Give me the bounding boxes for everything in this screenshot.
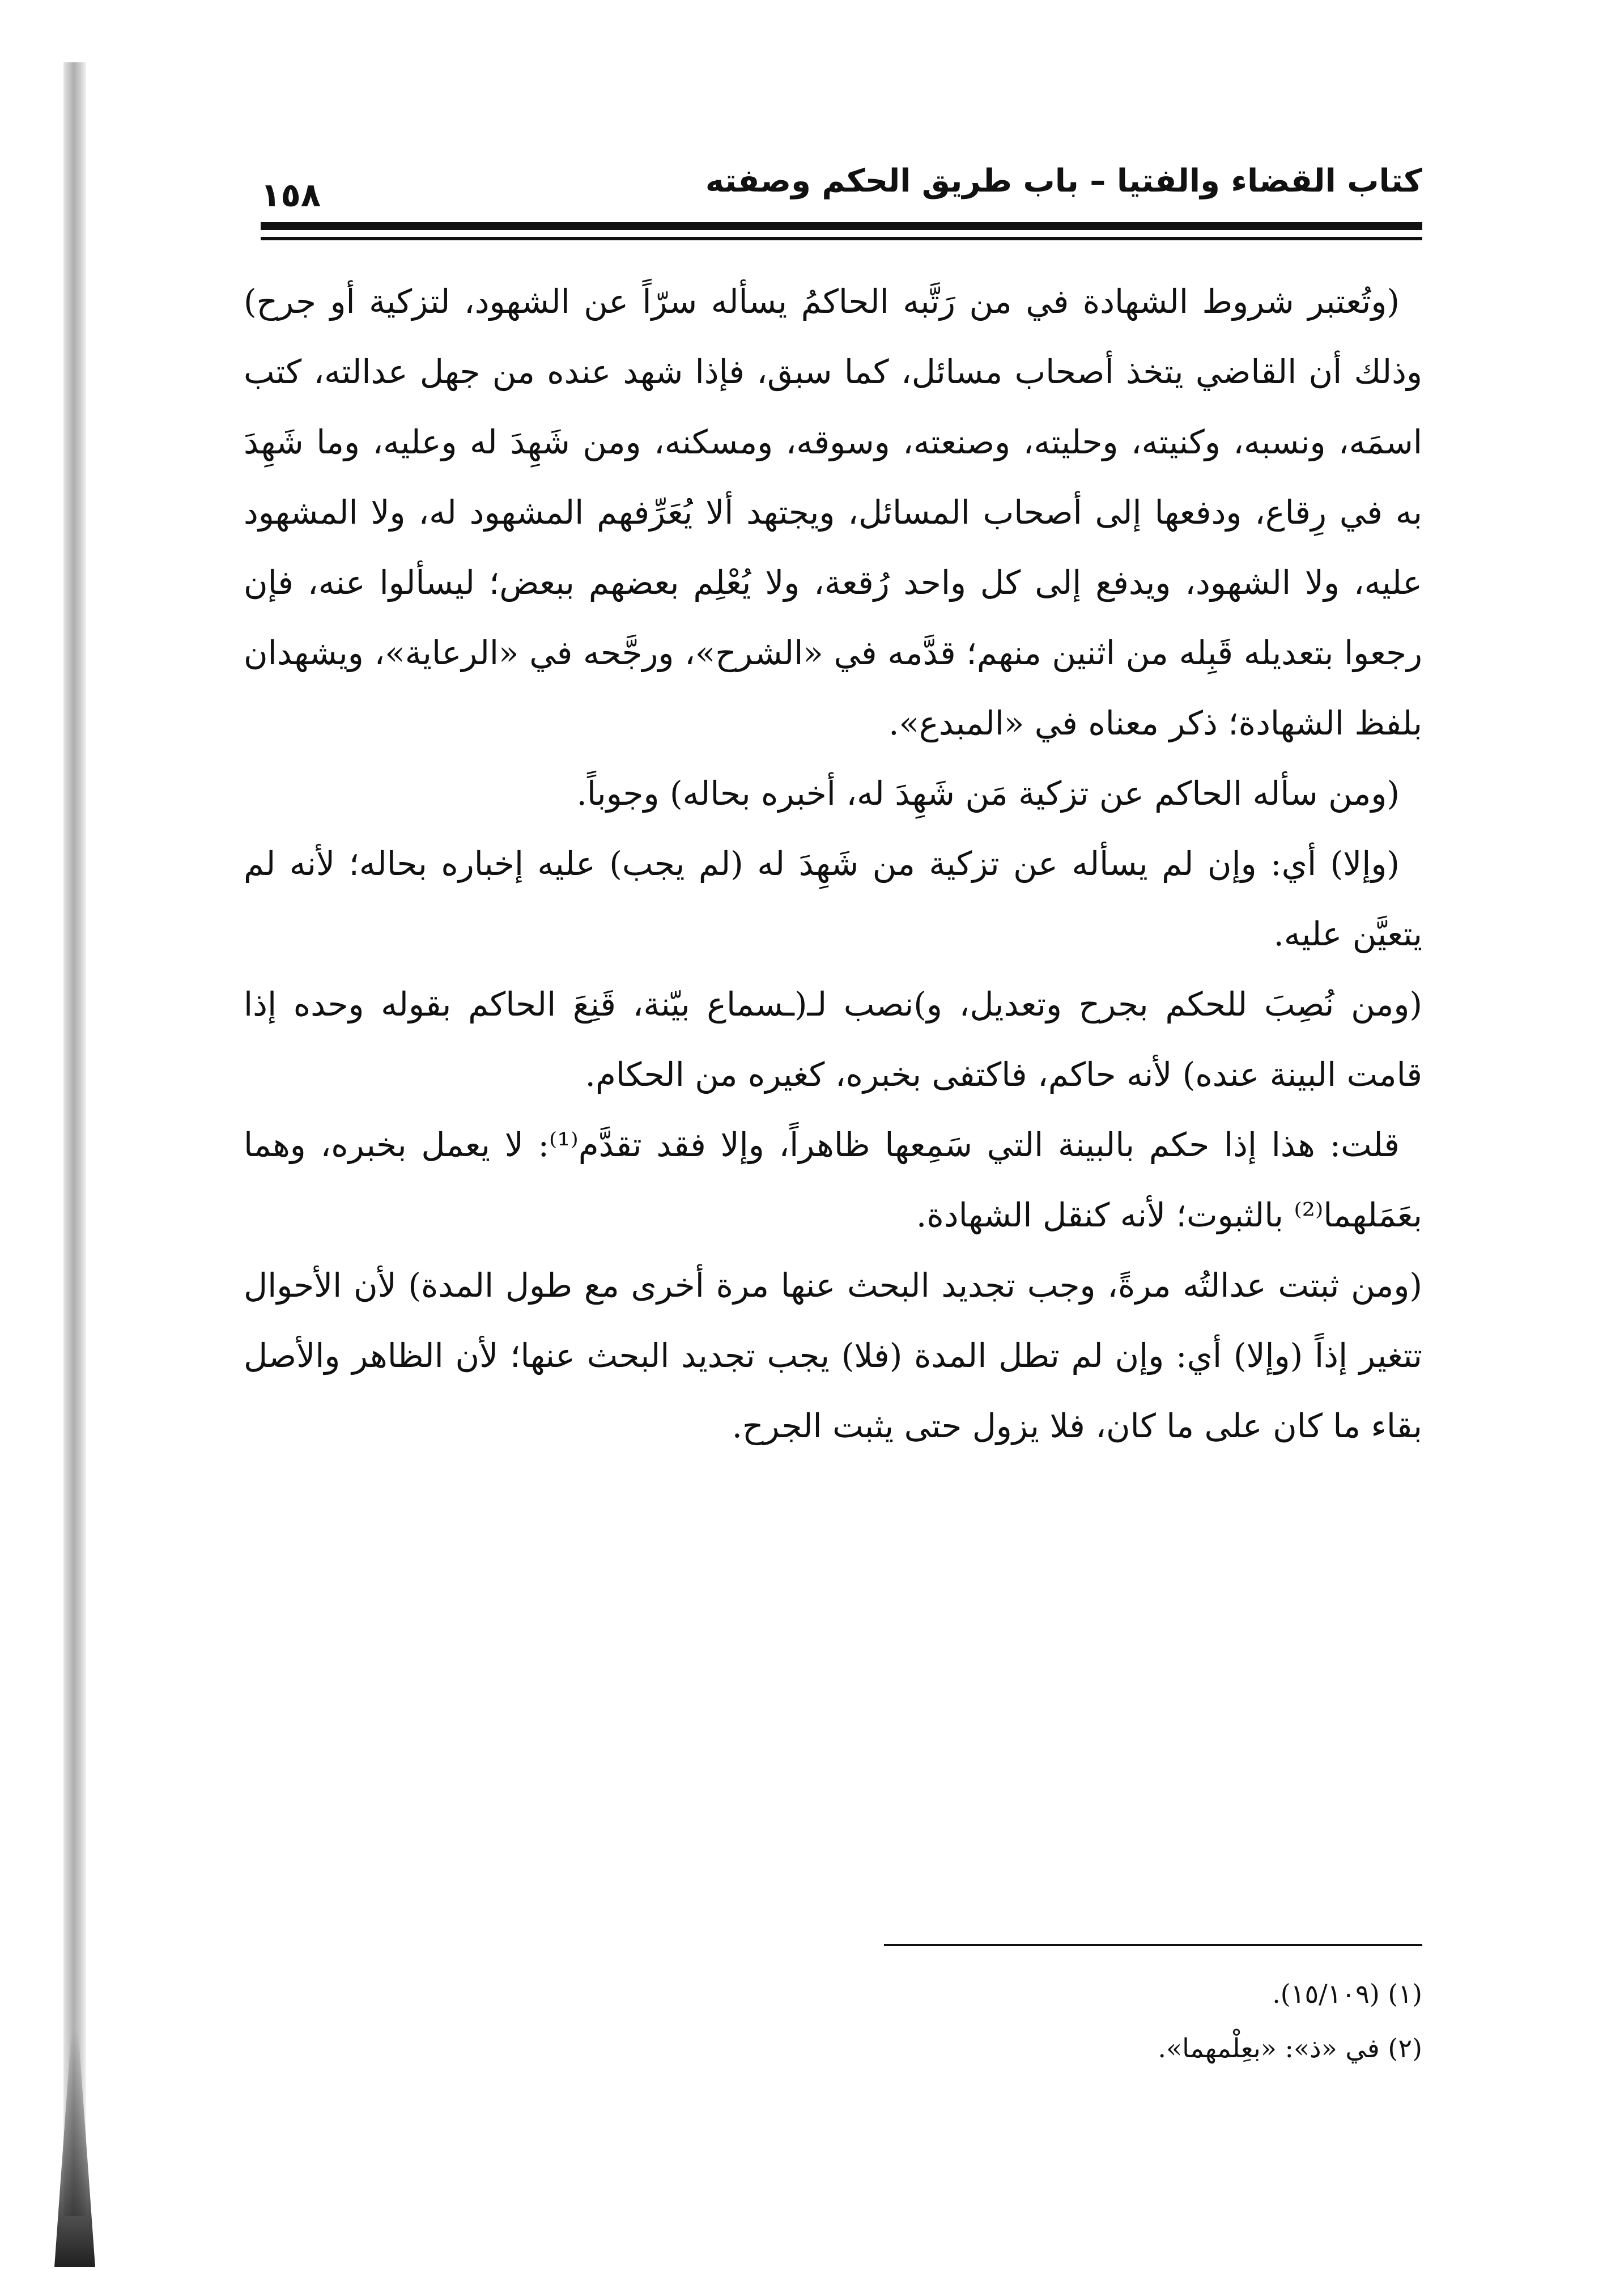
header-rule-thick: [261, 222, 1422, 230]
footnotes: [261, 1967, 1422, 2075]
binding-shadow: [63, 62, 86, 2216]
header-rule-thin: [261, 237, 1422, 240]
footnote: (٢) في «ذ»: «بعِلْمهما».: [1158, 2033, 1422, 2063]
paragraph: (وتُعتبر شروط الشهادة في من رَتَّبه الحاكمُ يسأله سرّاً عن الشهود، لتزكية أو جرح) وذلك أن القاضي يتخذ أصحاب مسائل، كما سبق، فإذا شهد عنده من جهل عدالته، كتب اسمَه، ونسبه، وكنيته، وحليته، وصنعته، وسوقه، ومسكنه، ومن شَهِدَ له وعليه، وما شَهِدَ به في رِقاع، ودفعها إلى أصحاب المسائل، ويجتهد ألا يُعَرِّفهم المشهود له، ولا المشهود عليه، ولا الشهود، ويدفع إلى كل واحد رُقعة، ولا يُعْلِم بعضهم ببعض؛ ليسألوا عنه، فإن رجعوا بتعديله قَبِله من اثنين منهم؛ قدَّمه في «الشرح»، ورجَّحه في «الرعاية»، ويشهدان بلفظ الشهادة؛ ذكر معناه في «المبدع».: [244, 282, 1422, 742]
paragraph: (وإلا) أي: وإن لم يسأله عن تزكية من شَهِدَ له (لم يجب) عليه إخباره بحاله؛ لأنه لم يتعيَّن عليه.: [244, 844, 1422, 953]
paragraph: (ومن ثبتت عدالتُه مرةً، وجب تجديد البحث عنها مرة أخرى مع طول المدة) لأن الأحوال تتغير إذاً (وإلا) أي: وإن لم تطل المدة (فلا) يجب تجديد البحث عنها؛ لأن الظاهر والأصل بقاء ما كان على ما كان، فلا يزول حتى يثبت الجرح.: [244, 1266, 1422, 1445]
binding-shadow-foot: [54, 2029, 95, 2267]
page-number: ١٥٨: [261, 176, 321, 214]
main-text: [244, 266, 1422, 1461]
paragraph: (ومن نُصِبَ للحكم بجرح وتعديل، و)نصب لـ(ـسماع بيّنة، قَنِعَ الحاكم بقوله وحده إذا قامت البينة عنده) لأنه حاكم، فاكتفى بخبره، كغيره من الحكام.: [244, 985, 1422, 1094]
footnote: (١) (١٥/١٠٩).: [1272, 1978, 1422, 2009]
running-title: كتاب القضاء والفتيا – باب طريق الحكم وصفته: [705, 163, 1422, 199]
paragraph: (ومن سأله الحاكم عن تزكية مَن شَهِدَ له، أخبره بحاله) وجوباً.: [576, 774, 1400, 813]
footnote-separator: [884, 1944, 1422, 1946]
paragraph: قلت: هذا إذا حكم بالبينة التي سَمِعها ظاهراً، وإلا فقد تقدَّم⁽¹⁾: لا يعمل بخبره، وهما بعَمَلهما⁽²⁾ بالثبوت؛ لأنه كنقل الشهادة.: [244, 1126, 1422, 1234]
page-header: [261, 153, 1422, 215]
